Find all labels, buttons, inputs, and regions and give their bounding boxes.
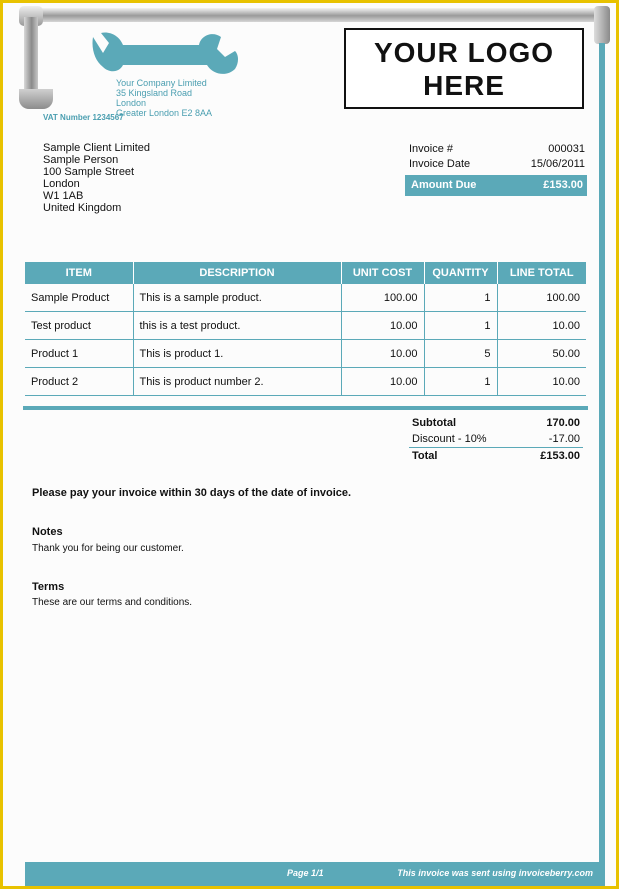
cell-description: This is product number 2. xyxy=(133,368,341,396)
invoice-number-label: Invoice # xyxy=(409,143,454,155)
invoice-number-row xyxy=(405,142,587,157)
invoice-meta xyxy=(405,142,587,196)
notes-text: Thank you for being our customer. xyxy=(32,543,184,554)
column-header-description: DESCRIPTION xyxy=(133,262,341,284)
footer-bar xyxy=(25,862,599,886)
cell-item: Product 1 xyxy=(25,340,133,368)
invoice-date: 15/06/2011 xyxy=(530,158,585,170)
cell-line-total: 10.00 xyxy=(497,312,586,340)
accent-side-bar xyxy=(599,43,605,886)
amount-due: £153.00 xyxy=(543,179,583,191)
column-header-unit-cost: UNIT COST xyxy=(341,262,424,284)
company-address-line: London xyxy=(116,98,147,108)
cell-quantity: 1 xyxy=(424,312,497,340)
cell-item: Product 2 xyxy=(25,368,133,396)
client-line: London xyxy=(43,178,80,190)
company-address-line: Greater London E2 8AA xyxy=(116,108,213,118)
payment-note: Please pay your invoice within 30 days of the date of invoice. xyxy=(32,487,352,499)
terms-heading: Terms xyxy=(32,581,65,593)
client-line: 100 Sample Street xyxy=(43,166,135,178)
cell-description: This is product 1. xyxy=(133,340,341,368)
column-header-item: ITEM xyxy=(25,262,133,284)
company-name: Your Company Limited xyxy=(116,78,207,88)
line-items-table xyxy=(25,262,586,396)
notes-heading: Notes xyxy=(32,526,63,538)
client-line: United Kingdom xyxy=(43,202,122,214)
cell-quantity: 1 xyxy=(424,368,497,396)
table-row xyxy=(25,312,586,340)
cell-description: This is a sample product. xyxy=(133,284,341,312)
cell-item: Test product xyxy=(25,312,133,340)
invoice-date-row xyxy=(405,157,587,172)
subtotal-label: Subtotal xyxy=(412,417,456,429)
column-header-line-total: LINE TOTAL xyxy=(497,262,586,284)
amount-due-label: Amount Due xyxy=(411,179,477,191)
page-number: Page 1/1 xyxy=(287,868,324,878)
invoice-number: 000031 xyxy=(548,143,585,155)
wrench-icon xyxy=(89,29,241,77)
table-row xyxy=(25,340,586,368)
invoice-date-label: Invoice Date xyxy=(409,158,471,170)
cell-unit-cost: 100.00 xyxy=(341,284,424,312)
table-row xyxy=(25,284,586,312)
cell-line-total: 100.00 xyxy=(497,284,586,312)
discount-row xyxy=(409,431,583,448)
terms-text: These are our terms and conditions. xyxy=(32,597,193,608)
pipe-joint-right xyxy=(594,6,610,44)
table-row xyxy=(25,368,586,396)
cell-unit-cost: 10.00 xyxy=(341,312,424,340)
pipe-decoration-top xyxy=(23,8,609,22)
cell-quantity: 1 xyxy=(424,284,497,312)
logo-placeholder: YOUR LOGO HERE xyxy=(344,28,584,109)
discount-value: -17.00 xyxy=(548,433,580,445)
table-header-row xyxy=(25,262,586,284)
discount-label: Discount - 10% xyxy=(412,433,487,445)
column-header-quantity: QUANTITY xyxy=(424,262,497,284)
cell-item: Sample Product xyxy=(25,284,133,312)
client-line: Sample Person xyxy=(43,154,119,166)
client-address xyxy=(43,142,150,214)
total-label: Total xyxy=(412,450,438,462)
total-row xyxy=(409,448,583,464)
company-address-line: 35 Kingsland Road xyxy=(116,88,193,98)
cell-line-total: 10.00 xyxy=(497,368,586,396)
pipe-elbow xyxy=(19,89,53,109)
cell-unit-cost: 10.00 xyxy=(341,368,424,396)
subtotal-row xyxy=(409,415,583,431)
cell-unit-cost: 10.00 xyxy=(341,340,424,368)
company-info xyxy=(116,78,212,118)
cell-line-total: 50.00 xyxy=(497,340,586,368)
total-value: £153.00 xyxy=(540,450,580,462)
cell-quantity: 5 xyxy=(424,340,497,368)
subtotal-value: 170.00 xyxy=(546,417,580,429)
pipe-decoration-vertical xyxy=(24,17,38,95)
vat-number: VAT Number 1234567 xyxy=(43,113,124,122)
amount-due-row xyxy=(405,175,587,196)
invoice-page xyxy=(3,3,616,886)
cell-description: this is a test product. xyxy=(133,312,341,340)
client-line: W1 1AB xyxy=(43,190,84,202)
table-separator xyxy=(23,406,588,410)
sent-using-note: This invoice was sent using invoiceberry.com xyxy=(397,868,593,878)
client-line: Sample Client Limited xyxy=(43,142,150,154)
totals-block xyxy=(409,415,583,464)
